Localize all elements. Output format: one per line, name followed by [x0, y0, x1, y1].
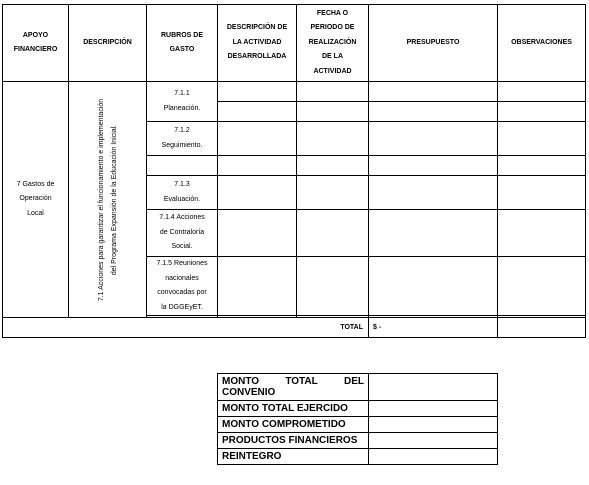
- cell-observaciones[interactable]: [498, 257, 586, 316]
- cell-descripcion-actividad[interactable]: [218, 122, 297, 156]
- rubro-7-1-4: 7.1.4 Acciones de Contraloría Social.: [147, 210, 218, 257]
- budget-table: [2, 4, 586, 338]
- apoyo-financiero-cell: 7 Gastos de Operación Local: [3, 82, 69, 318]
- descripcion-vertical-text: 7.1 Acciones para garantizar el funcionamiento e implementación del Programa Expansión de la Educación Inicial.: [97, 98, 118, 301]
- cell-fecha[interactable]: [297, 82, 369, 102]
- summary-row-productos: [218, 433, 498, 449]
- cell-rubro-empty: [147, 156, 218, 176]
- cell-observaciones[interactable]: [498, 102, 586, 122]
- cell-descripcion-actividad[interactable]: [218, 210, 297, 257]
- table-row: [3, 82, 586, 102]
- cell-descripcion-actividad[interactable]: [218, 257, 297, 316]
- cell-observaciones[interactable]: [498, 156, 586, 176]
- header-descripcion-actividad: DESCRIPCIÓN DE LA ACTIVIDAD DESARROLLADA: [218, 5, 297, 82]
- cell-observaciones[interactable]: [498, 82, 586, 102]
- reintegro-label: REINTEGRO: [218, 449, 369, 465]
- productos-financieros-label: PRODUCTOS FINANCIEROS: [218, 433, 369, 449]
- summary-row-reintegro: [218, 449, 498, 465]
- rubro-7-1-5: 7.1.5 Reuniones nacionales convocadas por la DGGEyET.: [147, 257, 218, 316]
- monto-comprometido-value[interactable]: [369, 417, 498, 433]
- cell-fecha[interactable]: [297, 122, 369, 156]
- reintegro-value[interactable]: [369, 449, 498, 465]
- cell-descripcion-actividad[interactable]: [218, 176, 297, 210]
- monto-total-convenio-value[interactable]: [369, 374, 498, 401]
- total-observaciones[interactable]: [498, 318, 586, 338]
- header-descripcion: DESCRIPCIÓN: [69, 5, 147, 82]
- rubro-7-1-3: 7.1.3 Evaluación.: [147, 176, 218, 210]
- cell-fecha[interactable]: [297, 176, 369, 210]
- cell-presupuesto[interactable]: [369, 156, 498, 176]
- cell-fecha[interactable]: [297, 257, 369, 316]
- cell-fecha[interactable]: [297, 102, 369, 122]
- monto-total-ejercido-label: MONTO TOTAL EJERCIDO: [218, 401, 369, 417]
- monto-comprometido-label: MONTO COMPROMETIDO: [218, 417, 369, 433]
- summary-row-ejercido: [218, 401, 498, 417]
- total-label: TOTAL: [3, 318, 369, 338]
- cell-presupuesto[interactable]: [369, 210, 498, 257]
- productos-financieros-value[interactable]: [369, 433, 498, 449]
- summary-row-comprometido: [218, 417, 498, 433]
- monto-total-ejercido-value[interactable]: [369, 401, 498, 417]
- cell-observaciones[interactable]: [498, 176, 586, 210]
- cell-observaciones[interactable]: [498, 122, 586, 156]
- header-fecha-periodo: FECHA O PERIODO DE REALIZACIÓN DE LA ACTIVIDAD: [297, 5, 369, 82]
- rubro-7-1-2: 7.1.2 Seguimiento.: [147, 122, 218, 156]
- rubro-7-1-1: 7.1.1 Planeación.: [147, 82, 218, 122]
- cell-observaciones[interactable]: [498, 210, 586, 257]
- cell-descripcion-actividad[interactable]: [218, 82, 297, 102]
- cell-descripcion-actividad[interactable]: [218, 156, 297, 176]
- total-value: $ -: [369, 318, 498, 338]
- header-rubros-de-gasto: RUBROS DE GASTO: [147, 5, 218, 82]
- header-observaciones: OBSERVACIONES: [498, 5, 586, 82]
- header-presupuesto: PRESUPUESTO: [369, 5, 498, 82]
- header-row: [3, 5, 586, 82]
- cell-descripcion-actividad[interactable]: [218, 102, 297, 122]
- cell-fecha[interactable]: [297, 210, 369, 257]
- descripcion-cell: [69, 82, 147, 318]
- summary-table: [217, 373, 498, 465]
- cell-presupuesto[interactable]: [369, 122, 498, 156]
- total-row: [3, 318, 586, 338]
- cell-presupuesto[interactable]: [369, 102, 498, 122]
- cell-presupuesto[interactable]: [369, 176, 498, 210]
- summary-row-monto-convenio: [218, 374, 498, 401]
- cell-fecha[interactable]: [297, 156, 369, 176]
- cell-presupuesto[interactable]: [369, 82, 498, 102]
- monto-total-convenio-label: MONTO TOTAL DEL CONVENIO: [218, 374, 369, 401]
- header-apoyo-financiero: APOYO FINANCIERO: [3, 5, 69, 82]
- cell-presupuesto[interactable]: [369, 257, 498, 316]
